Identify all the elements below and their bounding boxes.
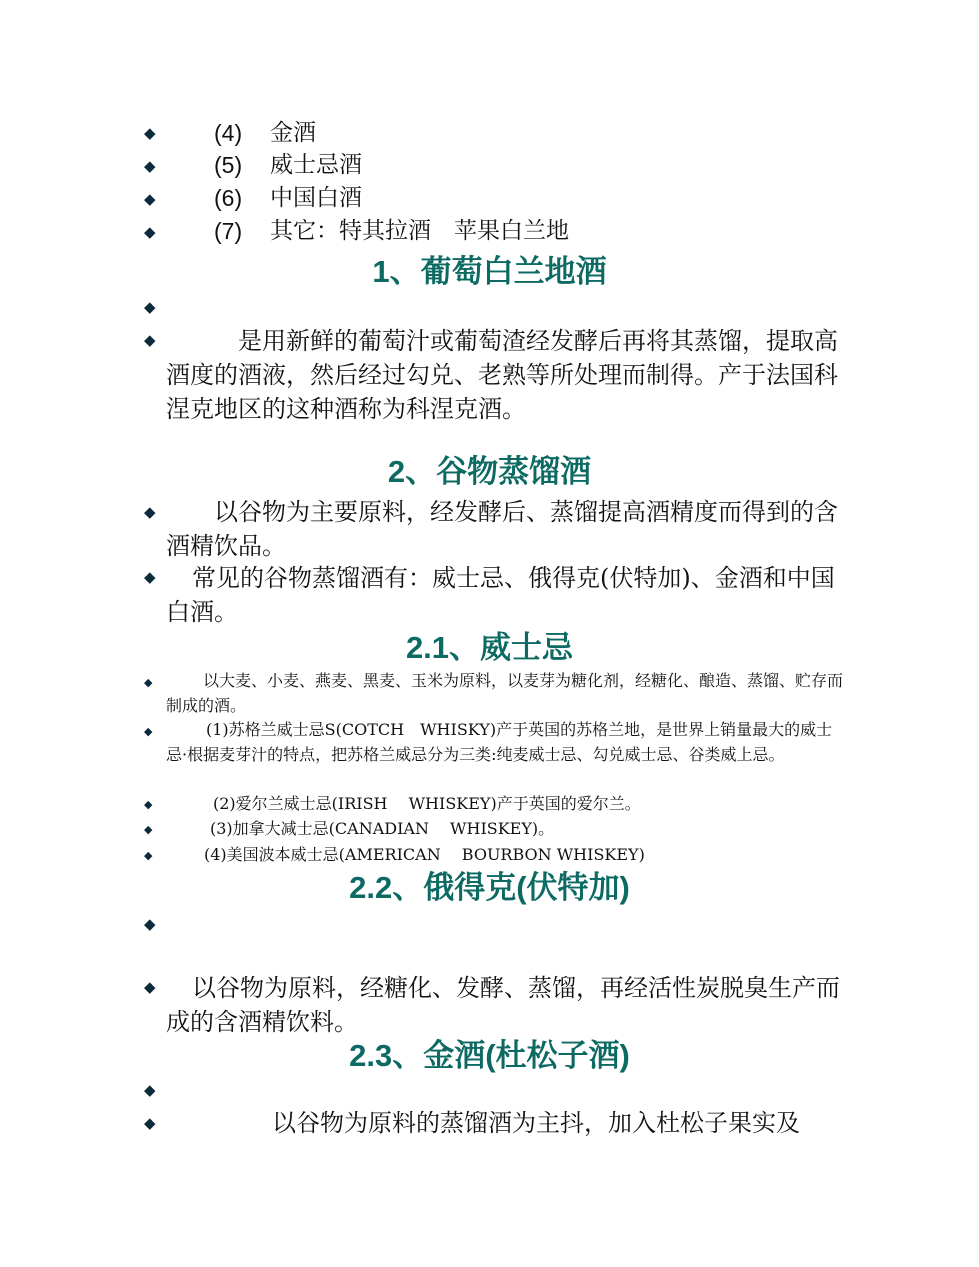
bullet-icon: ◆ — [144, 568, 156, 586]
list-text: 中国白酒 — [270, 185, 362, 211]
list-number: (5) — [214, 152, 243, 178]
list-text: 威士忌酒 — [270, 152, 362, 178]
bullet-icon: ◆ — [144, 849, 153, 862]
bullet-icon: ◆ — [144, 1081, 156, 1099]
bullet-icon: ◆ — [144, 223, 156, 241]
section-heading: 2.2、俄得克(伏特加) — [349, 870, 630, 905]
paragraph: 常见的谷物蒸馏酒有：威士忌、俄得克(伏特加)、金酒和中国白酒。 — [166, 564, 835, 626]
list-item: (1)苏格兰威士忌S(COTCH WHISKY)产于英国的苏格兰地，是世界上销量最大的威士忌·根据麦芽汁的特点，把苏格兰威忌分为三类:纯麦威士忌、勾兑威士忌、谷类威上忌。 — [166, 720, 833, 764]
bullet-icon: ◆ — [144, 676, 153, 689]
bullet-icon: ◆ — [144, 157, 156, 175]
list-number: (4) — [214, 120, 243, 146]
bullet-icon: ◆ — [144, 298, 156, 316]
section-heading: 2.1、威士忌 — [405, 630, 574, 665]
paragraph: 是用新鲜的葡萄汁或葡萄渣经发酵后再将其蒸馏，提取高酒度的酒液，然后经过勾兑、老熟等所处理而制得。产于法国科涅克地区的这种酒称为科涅克酒。 — [166, 327, 838, 423]
list-item: 以大麦、小麦、燕麦、黑麦、玉米为原料，以麦芽为糖化剂，经糖化、酿造、蒸馏、贮存而制成的酒。 — [166, 671, 844, 715]
bullet-icon: ◆ — [144, 915, 156, 933]
paragraph: 以谷物为原料，经糖化、发酵、蒸馏，再经活性炭脱臭生产而成的含酒精饮料。 — [166, 974, 840, 1036]
bullet-icon: ◆ — [144, 1114, 156, 1132]
section-heading: 2.3、金酒(杜松子酒) — [349, 1038, 630, 1073]
bullet-icon: ◆ — [144, 331, 156, 349]
list-number: (6) — [214, 185, 243, 211]
bullet-icon: ◆ — [144, 823, 153, 836]
bullet-icon: ◆ — [144, 190, 156, 208]
section-heading: 2、谷物蒸馏酒 — [387, 454, 592, 489]
section-heading: 1、葡萄白兰地酒 — [372, 254, 607, 289]
bullet-icon: ◆ — [144, 725, 153, 738]
bullet-icon: ◆ — [144, 798, 153, 811]
list-text: 其它：特其拉酒 苹果白兰地 — [270, 218, 569, 244]
bullet-icon: ◆ — [144, 978, 156, 996]
bullet-icon: ◆ — [144, 503, 156, 521]
list-item: (2)爱尔兰威士忌(IRISH WHISKEY)产于英国的爱尔兰。 — [213, 794, 641, 813]
list-item: (3)加拿大减士忌(CANADIAN WHISKEY)。 — [210, 819, 555, 838]
bullet-icon: ◆ — [144, 124, 156, 142]
list-number: (7) — [214, 218, 243, 244]
list-item: (4)美国波本威士忌(AMERICAN BOURBON WHISKEY) — [204, 845, 645, 864]
paragraph: 以谷物为主要原料，经发酵后、蒸馏提高酒精度而得到的含酒精饮品。 — [166, 498, 838, 560]
paragraph: 以谷物为原料的蒸馏酒为主抖，加入杜松子果实及 — [200, 1109, 800, 1137]
list-text: 金酒 — [270, 120, 316, 146]
